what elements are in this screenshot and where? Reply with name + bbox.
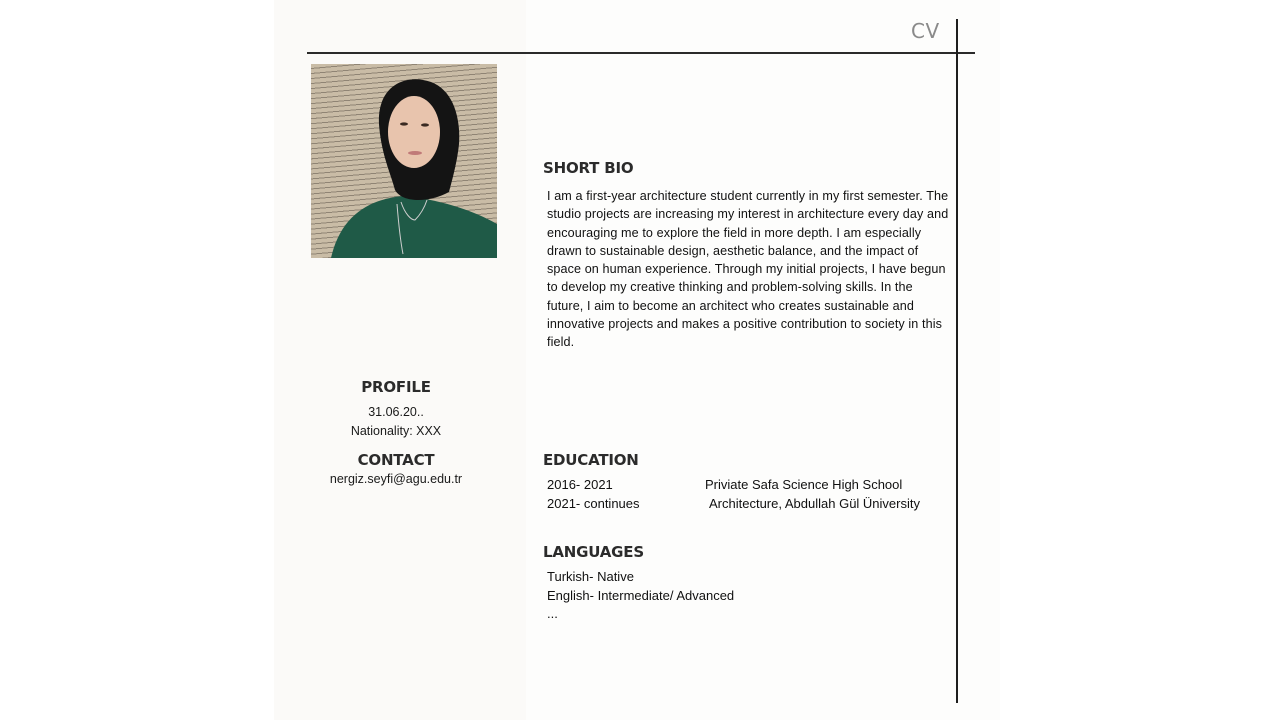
education-institution: Priviate Safa Science High School (705, 477, 903, 492)
profile-nationality: Nationality: XXX (350, 424, 442, 438)
portrait-illustration (311, 64, 497, 258)
education-institution: Architecture, Abdullah Gül Üniversity (709, 496, 920, 511)
education-heading: EDUCATION (543, 451, 639, 469)
language-item: ... (547, 606, 558, 621)
language-item: Turkish- Native (547, 569, 634, 584)
education-years: 2021- continues (547, 496, 640, 511)
profile-heading: PROFILE (361, 378, 431, 396)
education-years: 2016- 2021 (547, 477, 613, 492)
profile-birth-date: 31.06.20.. (368, 405, 424, 419)
contact-email[interactable]: nergiz.seyfi@agu.edu.tr (329, 472, 463, 486)
contact-heading: CONTACT (357, 451, 435, 469)
language-item: English- Intermediate/ Advanced (547, 588, 735, 603)
languages-heading: LANGUAGES (543, 543, 644, 561)
cv-label: CV (911, 19, 940, 43)
header-rule (307, 52, 975, 54)
short-bio-text: I am a first-year architecture student currently in my first semester. The studio projects are increasing my interest in architecture every day and encouraging me to explore the field in more depth. I am especially drawn to sustainable design, aesthetic balance, and the impact of space on human experience. Through my initial projects, I have begun to develop my creative thinking and problem-solving skills. In the future, I aim to become an architect who creates sustainable and innovative projects and makes a positive contribution to society in this field. (547, 189, 949, 350)
profile-photo (311, 64, 497, 258)
short-bio-heading: SHORT BIO (543, 159, 634, 177)
vertical-rule (956, 19, 958, 703)
